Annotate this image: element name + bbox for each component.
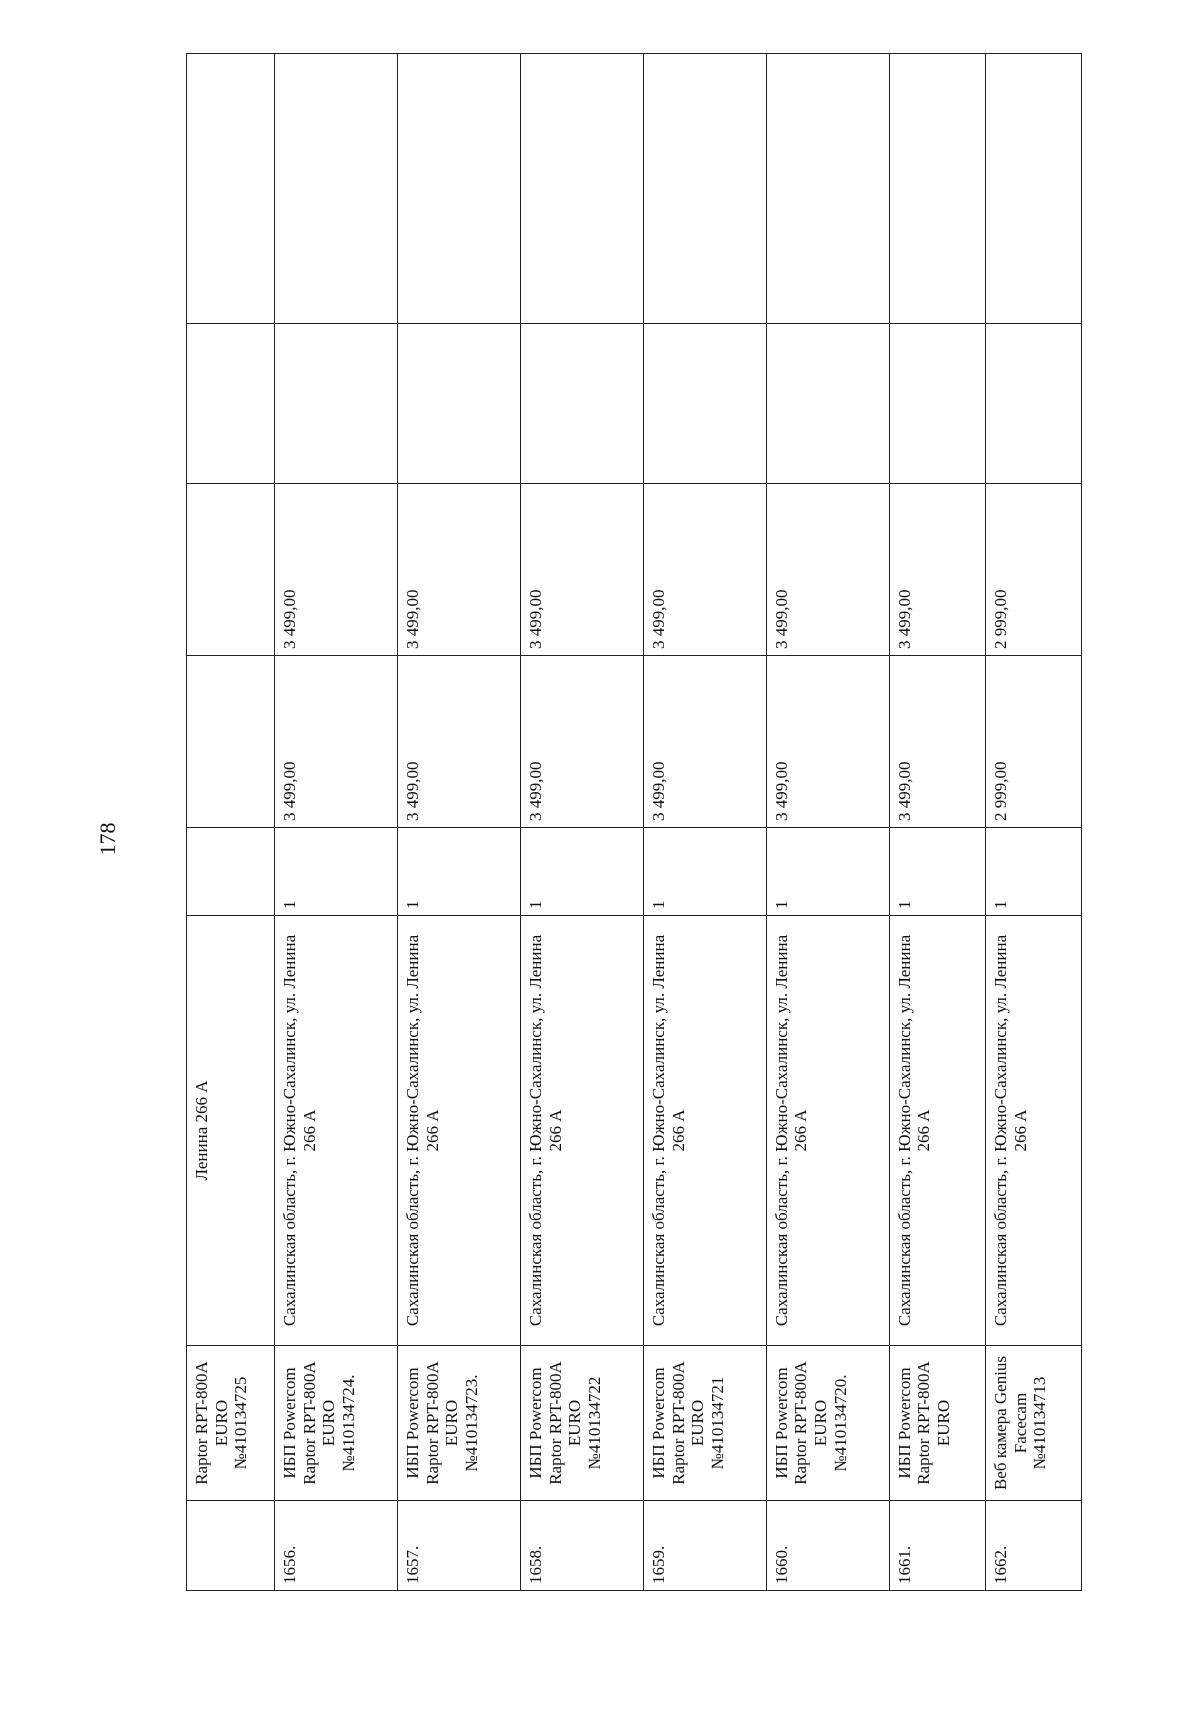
item-name-cell: ИБП Powercom Raptor RPT-800A EURO №410134722	[520, 1346, 643, 1501]
item-name-cell: ИБП Powercom Raptor RPT-800A EURO №410134724.	[275, 1346, 398, 1501]
address-cell: Ленина 266 А	[187, 916, 275, 1346]
empty-cell	[643, 54, 766, 324]
empty-cell	[643, 324, 766, 484]
empty-cell	[397, 54, 520, 324]
item-name-cell: Raptor RPT-800A EURO №410134725	[187, 1346, 275, 1501]
address-cell: Сахалинская область, г. Южно-Сахалинск, ул. Ленина 266 А	[643, 916, 766, 1346]
address-cell: Сахалинская область, г. Южно-Сахалинск, ул. Ленина 266 А	[889, 916, 985, 1346]
empty-cell	[397, 324, 520, 484]
table-row	[520, 54, 643, 1591]
empty-cell	[985, 324, 1081, 484]
table-row	[397, 54, 520, 1591]
empty-cell	[766, 324, 889, 484]
price-cell: 3 499,00	[520, 656, 643, 828]
sum-cell: 3 499,00	[275, 484, 398, 656]
address-cell: Сахалинская область, г. Южно-Сахалинск, ул. Ленина 266 А	[397, 916, 520, 1346]
price-cell: 3 499,00	[889, 656, 985, 828]
empty-cell	[520, 54, 643, 324]
sum-cell: 3 499,00	[643, 484, 766, 656]
sum-cell: 3 499,00	[520, 484, 643, 656]
table-row	[187, 54, 275, 1591]
table-row	[275, 54, 398, 1591]
empty-cell	[187, 324, 275, 484]
table-row	[889, 54, 985, 1591]
item-name-cell: ИБП Powercom Raptor RPT-800A EURO	[889, 1346, 985, 1501]
sum-cell: 3 499,00	[889, 484, 985, 656]
empty-cell	[520, 324, 643, 484]
item-name-cell: ИБП Powercom Raptor RPT-800A EURO №410134721	[643, 1346, 766, 1501]
empty-cell	[187, 54, 275, 324]
row-number-cell: 1661.	[889, 1501, 985, 1591]
table-row	[643, 54, 766, 1591]
row-number-cell: 1660.	[766, 1501, 889, 1591]
address-cell: Сахалинская область, г. Южно-Сахалинск, ул. Ленина 266 А	[520, 916, 643, 1346]
rotated-table-container	[186, 54, 1082, 1591]
item-name-cell: ИБП Powercom Raptor RPT-800A EURO №410134723.	[397, 1346, 520, 1501]
sum-cell	[187, 484, 275, 656]
row-number-cell: 1657.	[397, 1501, 520, 1591]
page-number: 178	[95, 822, 120, 856]
quantity-cell: 1	[275, 828, 398, 916]
sum-cell: 3 499,00	[766, 484, 889, 656]
inventory-table	[186, 53, 1082, 1591]
quantity-cell: 1	[766, 828, 889, 916]
quantity-cell: 1	[397, 828, 520, 916]
sum-cell: 2 999,00	[985, 484, 1081, 656]
empty-cell	[766, 54, 889, 324]
row-number-cell: 1658.	[520, 1501, 643, 1591]
sum-cell: 3 499,00	[397, 484, 520, 656]
price-cell: 3 499,00	[766, 656, 889, 828]
table-row	[766, 54, 889, 1591]
row-number-cell	[187, 1501, 275, 1591]
row-number-cell: 1656.	[275, 1501, 398, 1591]
address-cell: Сахалинская область, г. Южно-Сахалинск, ул. Ленина 266 А	[985, 916, 1081, 1346]
price-cell: 3 499,00	[397, 656, 520, 828]
price-cell: 3 499,00	[275, 656, 398, 828]
quantity-cell: 1	[889, 828, 985, 916]
item-name-cell: Веб камера Genius Facecam №410134713	[985, 1346, 1081, 1501]
item-name-cell: ИБП Powercom Raptor RPT-800A EURO №410134720.	[766, 1346, 889, 1501]
empty-cell	[275, 324, 398, 484]
address-cell: Сахалинская область, г. Южно-Сахалинск, ул. Ленина 266 А	[275, 916, 398, 1346]
price-cell	[187, 656, 275, 828]
quantity-cell	[187, 828, 275, 916]
empty-cell	[889, 324, 985, 484]
row-number-cell: 1662.	[985, 1501, 1081, 1591]
address-cell: Сахалинская область, г. Южно-Сахалинск, ул. Ленина 266 А	[766, 916, 889, 1346]
empty-cell	[275, 54, 398, 324]
price-cell: 2 999,00	[985, 656, 1081, 828]
quantity-cell: 1	[985, 828, 1081, 916]
price-cell: 3 499,00	[643, 656, 766, 828]
empty-cell	[889, 54, 985, 324]
empty-cell	[985, 54, 1081, 324]
row-number-cell: 1659.	[643, 1501, 766, 1591]
quantity-cell: 1	[643, 828, 766, 916]
table-row	[985, 54, 1081, 1591]
quantity-cell: 1	[520, 828, 643, 916]
